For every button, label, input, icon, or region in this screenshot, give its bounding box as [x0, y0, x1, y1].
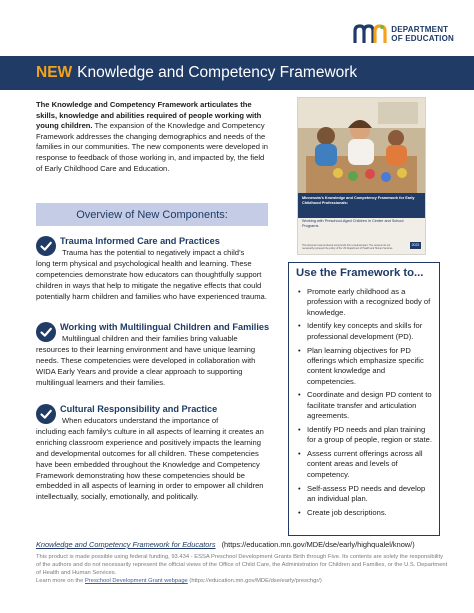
list-item: • Assess current offerings across all content areas and levels of competency.	[295, 449, 435, 480]
list-item: • Coordinate and design PD content to facilitate transfer and articulation agreements.	[295, 390, 435, 421]
intro-paragraph	[36, 100, 270, 174]
component-first-line: When educators understand the importance of	[62, 416, 219, 425]
list-item: • Identify PD needs and plan training for a group of people, region or state.	[295, 425, 435, 446]
cover-subtitle: Working with Preschool-Aged Children in Center and School Programs	[302, 219, 404, 228]
list-item: • Plan learning objectives for PD offerings which emphasize specific content knowledge and competencies.	[295, 346, 435, 387]
mn-state-logo-icon	[353, 23, 387, 45]
overview-heading: Overview of New Components:	[36, 203, 268, 226]
component-multilingual	[36, 322, 272, 396]
list-item: • Identify key concepts and skills for professional development (PD).	[295, 321, 435, 342]
cover-title-band: Minnesota’s Knowledge and Competency Framework for Early Childhood Professionals:	[298, 193, 425, 218]
logo-line-1: DEPARTMENT	[391, 25, 449, 34]
list-item: • Self-assess PD needs and develop an individual plan.	[295, 484, 435, 505]
learn-more-prefix: Learn more on the	[36, 578, 85, 584]
component-title: Trauma Informed Care and Practices	[60, 236, 220, 246]
framework-link-line	[36, 540, 446, 549]
cover-badge: 2022	[411, 243, 420, 247]
component-rest: resources to their learning environment and have unique learning needs. These competencies were developed in collaboration with WIDA Early Years and provide a clear approach to supporting multilingual learners and their families.	[36, 344, 256, 387]
use-framework-list	[295, 287, 435, 522]
component-trauma	[36, 236, 272, 316]
component-cultural	[36, 404, 272, 536]
classroom-photo-illustration	[298, 98, 425, 193]
intro-body: The expansion of the Knowledge and Competency Framework addresses the changing demographics and needs of the families in our communities. The new components were developed in response to feedback of those working in, and impacted by, the field of Early Childhood Care and Education.	[36, 121, 269, 173]
component-title: Working with Multilingual Children and Families	[60, 322, 270, 332]
component-body	[36, 334, 272, 389]
pdg-url: (https://education.mn.gov/MDE/dse/early/preschgr/)	[187, 578, 322, 584]
logo-text	[391, 25, 454, 43]
new-label: NEW	[36, 64, 73, 81]
component-title: Cultural Responsibility and Practice	[60, 404, 218, 414]
framework-cover-image	[297, 97, 426, 255]
component-rest: long term physical and psychological health and learning. These competencies demonstrate how educators can thoughtfully support children in ways that help to mitigate the negative effects that could potentially harm children and families who have experienced trauma.	[36, 258, 267, 301]
framework-url: (https://education.mn.gov/MDE/dse/early/highqualel/know/)	[221, 540, 415, 549]
component-rest: including each family’s culture in all aspects of learning it creates an enriching classroom experience and positively impacts the learning and developmental outcomes for all children. These competencies have been embedded throughout the Knowledge and Competency Framework demonstrating how these competencies should be embedded in all aspects of learning in order to empower all children intellectually, socially, emotionally, and politically.	[36, 426, 264, 502]
framework-link[interactable]: Knowledge and Competency Framework for Educators	[36, 540, 216, 549]
use-framework-box	[288, 262, 440, 536]
use-framework-heading: Use the Framework to...	[296, 267, 424, 279]
footer	[36, 553, 448, 585]
logo-line-2: OF EDUCATION	[391, 34, 454, 43]
cover-footnote: This document was produced using funds from a federal grant. The contents do not necessarily represent the policy of the US Department of Health and Human Services.	[302, 244, 394, 250]
title-bar	[0, 56, 474, 90]
list-item: • Create job descriptions.	[295, 508, 435, 518]
funding-statement: This product is made possible using federal funding, 93.434 - ESSA Preschool Development Grants Birth through Five. Its contents are solely the responsibility of the authors and do not necessarily represent the official views of the Office of Child Care, the Administration for Children and Families, or the U.S. Department of Health and Human Services.	[36, 554, 448, 576]
mde-logo	[353, 22, 454, 46]
list-item: • Promote early childhood as a profession with a recognized body of knowledge.	[295, 287, 435, 318]
intro-bold: The Knowledge and Competency Framework articulates the skills, knowledge and abilities required of people working with young children.	[36, 100, 262, 131]
component-first-line: Multilingual children and their families bring valuable	[62, 334, 238, 343]
classroom-photo	[298, 98, 425, 193]
component-body	[36, 248, 272, 303]
pdg-webpage-link[interactable]: Preschool Development Grant webpage	[84, 578, 188, 584]
component-first-line: Trauma has the potential to negatively impact a child’s	[62, 248, 245, 257]
page-title: Knowledge and Competency Framework	[77, 64, 358, 81]
component-body	[36, 416, 272, 503]
